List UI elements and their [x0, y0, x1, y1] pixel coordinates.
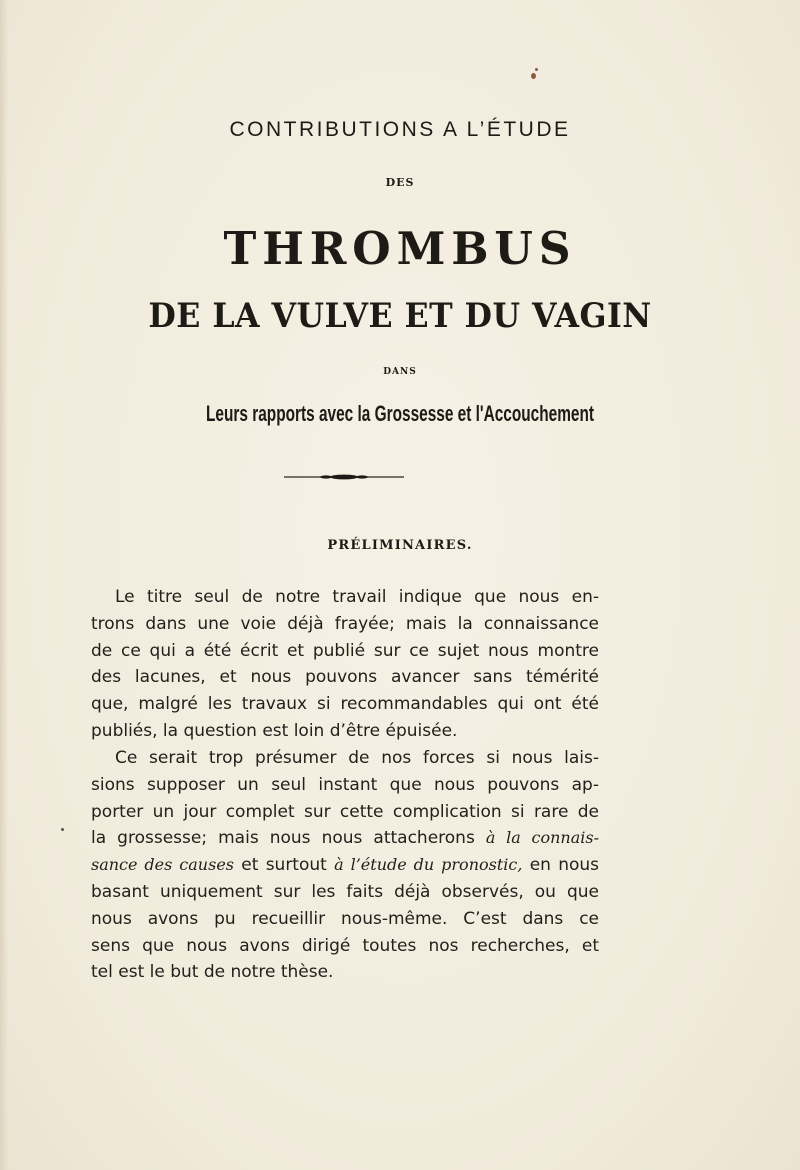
- paragraph-line: que, malgré les travaux si recommandables qui ont été: [91, 694, 599, 715]
- title-dans: DANS: [383, 367, 417, 377]
- ink-speck: [535, 68, 538, 71]
- ink-speck: [61, 828, 64, 831]
- line-segment: et surtout: [241, 855, 327, 876]
- title-contributions: CONTRIBUTIONS A L’ÉTUDE: [229, 118, 571, 141]
- paragraph-line: sens que nous avons dirigé toutes nos recherches, et: [91, 935, 599, 956]
- paragraph-line: nous avons pu recueillir nous-même. C’est dans ce: [91, 908, 599, 929]
- ornament-rule: [284, 474, 404, 480]
- paragraph-line: [91, 825, 599, 852]
- line-segment: la grossesse; mais nous nous attacherons: [91, 828, 475, 849]
- subtitle-rapports: Leurs rapports avec la Grossesse et l'Accouchement: [206, 401, 594, 426]
- italic-segment: à la connais-: [485, 828, 600, 848]
- title-des: DES: [385, 176, 415, 189]
- paragraph-line: tel est le but de notre thèse.: [91, 962, 334, 983]
- italic-segment: à l’étude du pronostic,: [334, 855, 523, 875]
- paragraph-1: [91, 584, 599, 745]
- ink-speck: [531, 73, 536, 79]
- paragraph-line: des lacunes, et nous pouvons avancer sans témérité: [91, 667, 599, 688]
- line-segment: en nous: [529, 855, 600, 876]
- section-heading: PRÉLIMINAIRES.: [327, 538, 473, 553]
- paragraph-line: de ce qui a été écrit et publié sur ce sujet nous montre: [91, 640, 599, 661]
- italic-segment: sance des causes: [91, 855, 235, 875]
- title-thrombus: THROMBUS: [223, 222, 577, 275]
- paragraph-line: [91, 852, 599, 879]
- paragraph-line: trons dans une voie déjà frayée; mais la connaissance: [91, 613, 599, 634]
- paragraph-line: sions supposer un seul instant que nous pouvons ap-: [91, 774, 599, 795]
- paragraph-line: Le titre seul de notre travail indique que nous en-: [115, 587, 599, 607]
- title-vulve-vagin: DE LA VULVE ET DU VAGIN: [148, 296, 652, 336]
- paragraph-line: porter un jour complet sur cette complication si rare de: [91, 801, 599, 822]
- paragraph-line: publiés, la question est loin d’être épuisée.: [91, 720, 458, 741]
- paragraph-2: [91, 745, 599, 986]
- paragraph-line: basant uniquement sur les faits déjà observés, ou que: [91, 881, 599, 902]
- paragraph-line: Ce serait trop présumer de nos forces si nous lais-: [115, 748, 599, 768]
